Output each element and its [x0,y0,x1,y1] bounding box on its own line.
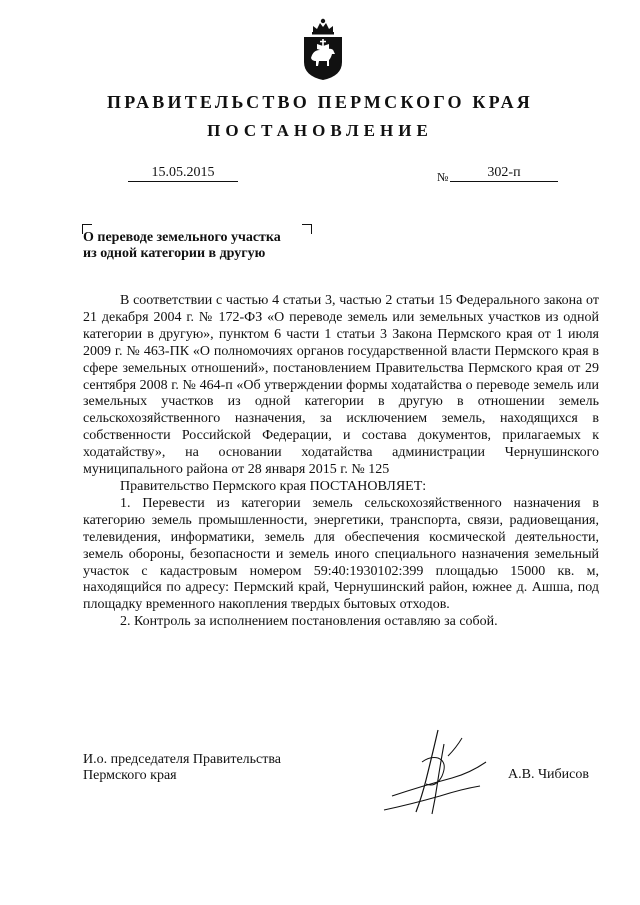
coat-of-arms-icon [298,16,348,82]
government-title: ПРАВИТЕЛЬСТВО ПЕРМСКОГО КРАЯ [107,92,533,112]
signer-name: А.В. Чибисов [508,767,589,782]
body-paragraph: 1. Перевести из категории земель сельскохозяйственного назначения в категорию земель промышленности, энергетики, транспорта, связи, радиовещания, телевидения, информатики, земель для обеспечения космической деятельности, земель обороны, безопасности и земель иного специального назначения земельный участок с кадастровым номером 59:40:1930102:399 площадью 15000 кв. м, находящийся по адресу: Пермский край, Чернушинский район, южнее д. Ашша, под площадку временного накопления твердых бытовых отходов. [83,495,599,613]
body-paragraph: 2. Контроль за исполнением постановления оставляю за собой. [120,614,498,630]
document-body [83,293,599,631]
signer-position-line: И.о. председателя Правительства [83,752,282,767]
handwritten-signature-icon [382,726,492,818]
document-type-title: ПОСТАНОВЛЕНИЕ [207,121,433,140]
subject-line: О переводе земельного участка [83,230,281,245]
body-paragraph: Правительство Пермского края ПОСТАНОВЛЯЕТ: [120,478,427,494]
signer-position-line: Пермского края [83,767,177,783]
document-subject [83,230,323,262]
document-date: 15.05.2015 [128,165,238,182]
number-sign: № [437,170,449,184]
signer-position [83,752,323,783]
subject-line: из одной категории в другую [83,246,266,261]
body-paragraph: В соответствии с частью 4 статьи 3, частью 2 статьи 15 Федерального закона от 21 декабря 2004 г. № 172-ФЗ «О переводе земель или земельных участков из одной категории в другую», пунктом 6 части 1 статьи 3 Закона Пермского края от 1 июля 2009 г. № 463-ПК «О полномочиях органов государственной власти Пермского края в сфере земельных отношений», постановлением Правительства Пермского края от 29 сентября 2008 г. № 464-п «Об утверждении формы ходатайства о переводе земель или земельных участков из одной категории в другую в отношении земель сельскохозяйственного назначения, за исключением земель, находящихся в собственности Российской Федерации, и состава документов, прилагаемых к ходатайству», на основании ходатайства администрации Чернушинского муниципального района от 28 января 2015 г. № 125 [83,293,599,478]
document-number: 302-п [450,165,558,182]
